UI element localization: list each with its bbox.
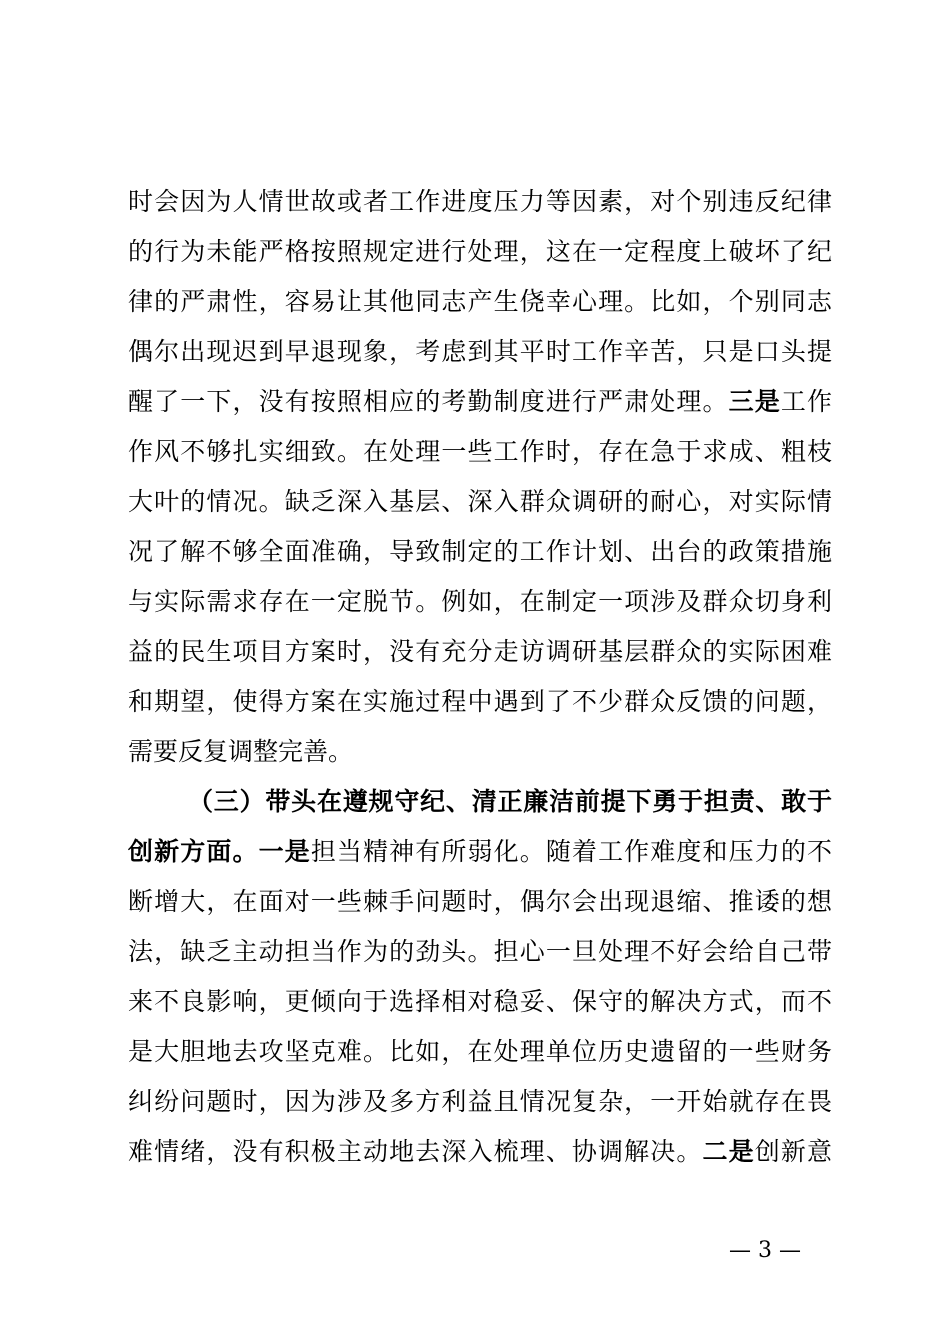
text-line	[128, 930, 832, 974]
body-text: 创新意	[754, 1137, 832, 1166]
text-line	[188, 780, 832, 824]
body-text: 时会因为人情世故或者工作进度压力等因素，对个别违反纪律	[128, 187, 832, 216]
body-text: 来不良影响，更倾向于选择相对稳妥、保守的解决方式，而不	[128, 987, 832, 1016]
body-text: 大叶的情况。缺乏深入基层、深入群众调研的耐心，对实际情	[128, 487, 832, 516]
text-line	[128, 880, 832, 924]
text-line	[128, 830, 832, 874]
body-text: 法，缺乏主动担当作为的劲头。担心一旦处理不好会给自己带	[128, 937, 832, 966]
text-line	[128, 730, 832, 774]
text-line	[128, 680, 832, 724]
text-line	[128, 980, 832, 1024]
body-text: 律的严肃性，容易让其他同志产生侥幸心理。比如，个别同志	[128, 287, 832, 316]
body-text: 工作	[780, 387, 832, 416]
text-line	[128, 430, 832, 474]
text-line	[128, 230, 832, 274]
text-line	[128, 630, 832, 674]
text-line	[128, 580, 832, 624]
page-number: — 3 —	[729, 1238, 801, 1263]
body-text: 需要反复调整完善。	[128, 737, 354, 766]
body-text: 益的民生项目方案时，没有充分走访调研基层群众的实际困难	[128, 637, 832, 666]
body-text: 和期望，使得方案在实施过程中遇到了不少群众反馈的问题，	[128, 687, 832, 716]
body-text: 难情绪，没有积极主动地去深入梳理、协调解决。	[128, 1137, 703, 1166]
body-text: 是大胆地去攻坚克难。比如，在处理单位历史遗留的一些财务	[128, 1037, 832, 1066]
body-text: 与实际需求存在一定脱节。例如，在制定一项涉及群众切身利	[128, 587, 832, 616]
body-text: 断增大，在面对一些棘手问题时，偶尔会出现退缩、推诿的想	[128, 887, 832, 916]
body-text: 况了解不够全面准确，导致制定的工作计划、出台的政策措施	[128, 537, 832, 566]
bold-text: 二是	[702, 1137, 755, 1166]
bold-text: 创新方面。一是	[128, 837, 311, 866]
text-line	[128, 1130, 832, 1174]
text-line	[128, 1080, 832, 1124]
text-line	[128, 330, 832, 374]
body-text: 纠纷问题时，因为涉及多方利益且情况复杂，一开始就存在畏	[128, 1087, 832, 1116]
text-line	[128, 380, 832, 424]
text-line	[128, 480, 832, 524]
bold-text: 三是	[728, 387, 781, 416]
bold-text: （三）带头在遵规守纪、清正廉洁前提下勇于担责、敢于	[188, 787, 832, 816]
text-line	[128, 530, 832, 574]
body-text: 的行为未能严格按照规定进行处理，这在一定程度上破坏了纪	[128, 237, 832, 266]
text-line	[128, 180, 832, 224]
body-text: 担当精神有所弱化。随着工作难度和压力的不	[310, 837, 832, 866]
text-line	[128, 1030, 832, 1074]
body-text: 作风不够扎实细致。在处理一些工作时，存在急于求成、粗枝	[128, 437, 832, 466]
body-text: 偶尔出现迟到早退现象，考虑到其平时工作辛苦，只是口头提	[128, 337, 832, 366]
body-text: 醒了一下，没有按照相应的考勤制度进行严肃处理。	[128, 387, 729, 416]
text-line	[128, 280, 832, 324]
